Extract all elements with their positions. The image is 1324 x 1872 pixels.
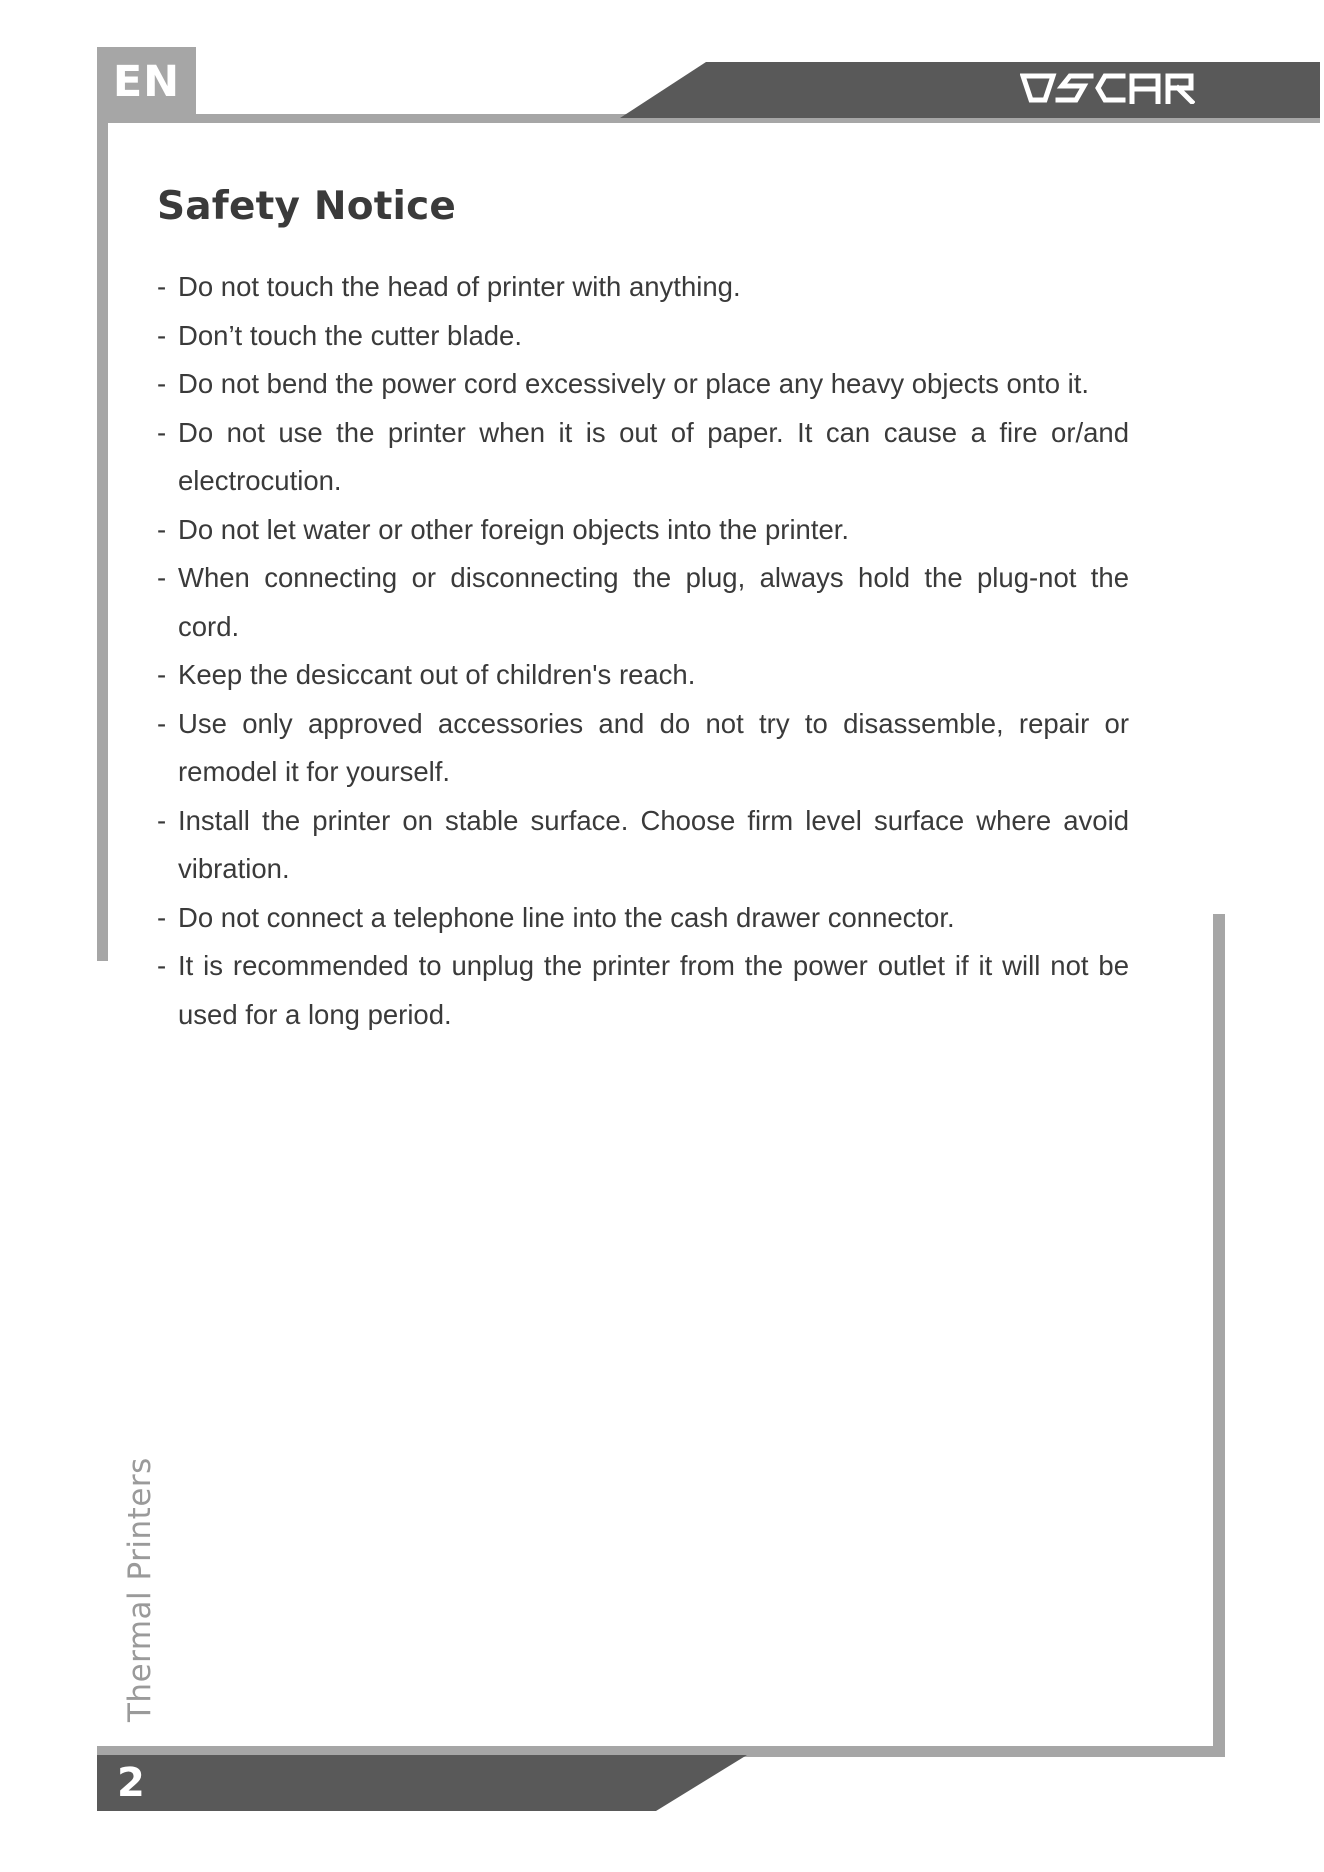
list-item [157,700,1129,797]
language-tab: EN [97,47,196,118]
list-item [157,554,1129,651]
list-item [157,360,1129,409]
list-dash: - [157,659,167,690]
notice-text: Use only approved accessories and do not try to disassemble, repair or remodel it for yourself. [178,707,1129,787]
notice-text: Keep the desiccant out of children's reach. [178,659,696,690]
list-dash: - [157,804,167,836]
list-item [157,263,1129,312]
list-item [157,409,1129,506]
list-dash: - [157,416,167,448]
list-item [157,312,1129,361]
notice-text: Install the printer on stable surface. Choose firm level surface where avoid vibration. [178,804,1129,884]
page-title: Safety Notice [157,184,457,229]
list-item [157,651,1129,700]
notice-text: Do not use the printer when it is out of paper. It can cause a fire or/and electrocution. [178,416,1129,496]
right-frame-rule [1213,914,1225,1757]
left-frame-rule [97,118,108,961]
page-number: 2 [117,1760,145,1806]
notice-text: Do not let water or other foreign objects into the printer. [178,513,850,545]
page-number-bar [97,1755,747,1811]
notice-text: Do not connect a telephone line into the cash drawer connector. [178,901,955,933]
safety-notice-list [157,263,1129,1039]
list-item [157,797,1129,894]
list-dash: - [157,319,167,351]
notice-text: It is recommended to unplug the printer from the power outlet if it will not be used for a long period. [178,950,1129,1030]
notice-text: Don’t touch the cutter blade. [178,319,522,351]
list-item [157,942,1129,1039]
notice-text: When connecting or disconnecting the plug, always hold the plug-not the cord. [178,562,1129,642]
list-item [157,506,1129,555]
brand-logo [1020,72,1195,104]
notice-text: Do not bend the power cord excessively or place any heavy objects onto it. [178,368,1090,399]
list-dash: - [157,513,167,545]
notice-text: Do not touch the head of printer with anything. [178,271,741,302]
brand-bar [620,62,1320,118]
list-dash: - [157,562,167,593]
list-dash: - [157,707,167,739]
section-side-label: Thermal Printers [122,1457,158,1722]
list-dash: - [157,271,167,302]
list-dash: - [157,950,167,981]
list-dash: - [157,368,167,399]
list-item [157,894,1129,943]
list-dash: - [157,901,167,933]
